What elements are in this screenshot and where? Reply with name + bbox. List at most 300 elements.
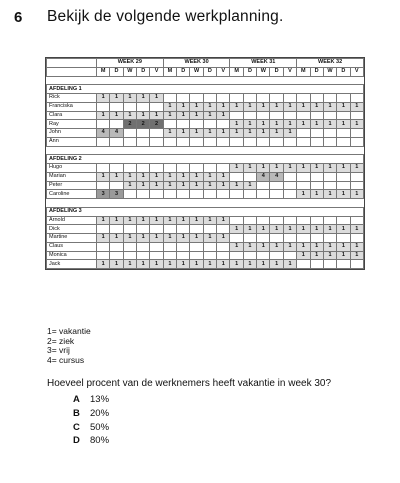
schedule-cell: 1 <box>297 102 310 111</box>
schedule-cell: 1 <box>110 94 123 103</box>
schedule-cell <box>283 190 296 199</box>
schedule-cell <box>243 137 256 146</box>
schedule-cell: 1 <box>150 94 163 103</box>
spacer-cell <box>47 76 364 85</box>
schedule-cell <box>97 102 110 111</box>
schedule-cell <box>230 172 243 181</box>
schedule-cell <box>110 242 123 251</box>
schedule-cell: 1 <box>123 181 136 190</box>
schedule-cell: 1 <box>323 242 336 251</box>
day-header-row <box>47 67 364 76</box>
spacer-row <box>47 199 364 208</box>
schedule-cell <box>163 225 176 234</box>
schedule-cell: 1 <box>123 234 136 243</box>
schedule-cell <box>337 234 350 243</box>
schedule-cell: 1 <box>203 111 216 120</box>
schedule-cell <box>297 129 310 138</box>
schedule-cell <box>310 137 323 146</box>
schedule-cell: 1 <box>257 164 270 173</box>
schedule-cell: 1 <box>137 260 150 269</box>
employee-row <box>47 137 364 146</box>
schedule-cell <box>283 234 296 243</box>
day-header: D <box>177 67 190 76</box>
answer-text: 13% <box>90 394 110 405</box>
schedule-cell: 1 <box>297 251 310 260</box>
schedule-cell <box>310 260 323 269</box>
schedule-cell <box>163 190 176 199</box>
schedule-cell <box>297 94 310 103</box>
schedule-cell <box>190 190 203 199</box>
schedule-cell: 1 <box>270 120 283 129</box>
schedule-cell: 1 <box>190 111 203 120</box>
schedule-cell: 1 <box>137 94 150 103</box>
legend-item-cursus: 4= cursus <box>47 354 85 365</box>
week-header: WEEK 32 <box>297 59 364 68</box>
schedule-cell: 1 <box>177 234 190 243</box>
schedule-cell <box>203 242 216 251</box>
schedule-cell: 1 <box>257 242 270 251</box>
schedule-cell <box>150 190 163 199</box>
schedule-cell <box>257 137 270 146</box>
schedule-cell <box>323 260 336 269</box>
schedule-cell: 1 <box>230 242 243 251</box>
schedule-cell: 1 <box>243 242 256 251</box>
schedule-cell <box>203 164 216 173</box>
employee-row <box>47 181 364 190</box>
schedule-cell <box>297 234 310 243</box>
schedule-cell <box>150 242 163 251</box>
schedule-cell <box>270 137 283 146</box>
day-header: M <box>97 67 110 76</box>
employee-name: Dick <box>47 225 97 234</box>
schedule-cell <box>323 181 336 190</box>
schedule-cell <box>350 181 363 190</box>
schedule-cell: 1 <box>150 181 163 190</box>
employee-row <box>47 120 364 129</box>
schedule-cell: 1 <box>310 242 323 251</box>
schedule-cell: 4 <box>97 129 110 138</box>
schedule-cell: 1 <box>310 120 323 129</box>
schedule-cell <box>163 164 176 173</box>
schedule-cell: 1 <box>150 216 163 225</box>
schedule-cell: 1 <box>163 260 176 269</box>
employee-row <box>47 172 364 181</box>
schedule-cell <box>323 234 336 243</box>
schedule-cell: 3 <box>110 190 123 199</box>
schedule-cell <box>310 216 323 225</box>
schedule-cell <box>150 225 163 234</box>
schedule-cell: 1 <box>177 260 190 269</box>
schedule-cell: 1 <box>323 225 336 234</box>
schedule-cell: 1 <box>337 164 350 173</box>
schedule-cell <box>150 102 163 111</box>
schedule-cell: 1 <box>177 216 190 225</box>
schedule-cell: 1 <box>270 129 283 138</box>
schedule-cell: 1 <box>323 190 336 199</box>
schedule-cell <box>190 225 203 234</box>
schedule-cell: 1 <box>137 181 150 190</box>
employee-row <box>47 260 364 269</box>
schedule-cell <box>243 234 256 243</box>
corner-cell <box>47 59 97 68</box>
day-header: V <box>283 67 296 76</box>
schedule-cell <box>203 137 216 146</box>
schedule-cell <box>270 234 283 243</box>
schedule-cell <box>283 111 296 120</box>
schedule-cell <box>123 129 136 138</box>
schedule-cell: 1 <box>337 102 350 111</box>
schedule-cell: 1 <box>217 129 230 138</box>
schedule-cell <box>270 216 283 225</box>
day-header: W <box>257 67 270 76</box>
schedule-cell: 1 <box>283 242 296 251</box>
week-header: WEEK 30 <box>163 59 230 68</box>
schedule-cell <box>177 120 190 129</box>
schedule-cell: 1 <box>337 190 350 199</box>
schedule-cell: 1 <box>97 216 110 225</box>
week-header-row <box>47 59 364 68</box>
schedule-cell <box>337 129 350 138</box>
day-header: V <box>350 67 363 76</box>
schedule-cell <box>337 172 350 181</box>
employee-row <box>47 234 364 243</box>
schedule-cell: 1 <box>270 242 283 251</box>
schedule-cell <box>123 164 136 173</box>
schedule-cell: 1 <box>243 120 256 129</box>
schedule-cell <box>297 172 310 181</box>
spacer-cell <box>47 146 364 155</box>
answer-option-c[interactable] <box>73 421 109 435</box>
schedule-cell <box>177 251 190 260</box>
day-header: W <box>190 67 203 76</box>
schedule-cell: 1 <box>283 102 296 111</box>
schedule-cell: 1 <box>123 260 136 269</box>
schedule-cell <box>150 129 163 138</box>
schedule-cell <box>203 190 216 199</box>
schedule-cell <box>310 129 323 138</box>
schedule-cell <box>217 164 230 173</box>
legend <box>47 327 91 365</box>
day-header: D <box>203 67 216 76</box>
schedule-cell <box>243 190 256 199</box>
schedule-cell: 1 <box>310 102 323 111</box>
schedule-cell <box>270 190 283 199</box>
day-header: D <box>310 67 323 76</box>
schedule-cell: 1 <box>230 260 243 269</box>
schedule-cell: 1 <box>190 172 203 181</box>
schedule-cell: 1 <box>97 111 110 120</box>
schedule-cell <box>230 137 243 146</box>
schedule-cell: 1 <box>110 172 123 181</box>
schedule-cell: 4 <box>257 172 270 181</box>
schedule-cell <box>217 137 230 146</box>
schedule-cell <box>350 129 363 138</box>
employee-name: Jack <box>47 260 97 269</box>
schedule-cell: 1 <box>177 129 190 138</box>
schedule-cell <box>283 216 296 225</box>
schedule-cell <box>177 242 190 251</box>
schedule-cell: 1 <box>257 260 270 269</box>
schedule-cell: 1 <box>217 102 230 111</box>
schedule-cell: 1 <box>337 225 350 234</box>
schedule-cell <box>177 94 190 103</box>
schedule-cell <box>110 137 123 146</box>
schedule-cell <box>150 251 163 260</box>
schedule-cell <box>110 225 123 234</box>
schedule-cell: 1 <box>350 102 363 111</box>
schedule-cell: 1 <box>270 225 283 234</box>
schedule-cell: 1 <box>203 129 216 138</box>
schedule-cell <box>257 216 270 225</box>
schedule-cell: 1 <box>163 234 176 243</box>
department-name: AFDELING 3 <box>47 207 364 216</box>
schedule-cell: 1 <box>190 234 203 243</box>
schedule-cell: 1 <box>203 260 216 269</box>
schedule-cell: 1 <box>283 120 296 129</box>
day-header: D <box>243 67 256 76</box>
legend-item-ziek: 2= ziek <box>47 335 75 346</box>
schedule-cell: 1 <box>297 242 310 251</box>
schedule-cell: 1 <box>163 102 176 111</box>
schedule-cell: 1 <box>110 234 123 243</box>
schedule-cell: 2 <box>150 120 163 129</box>
schedule-cell <box>137 102 150 111</box>
day-header: W <box>323 67 336 76</box>
schedule-cell: 1 <box>243 129 256 138</box>
legend-item-vrij: 3= vrij <box>47 345 70 356</box>
schedule-cell: 1 <box>150 234 163 243</box>
schedule-cell <box>337 94 350 103</box>
week-header: WEEK 31 <box>230 59 297 68</box>
day-header: W <box>123 67 136 76</box>
schedule-cell: 1 <box>123 94 136 103</box>
schedule-cell <box>230 216 243 225</box>
schedule-cell <box>217 225 230 234</box>
employee-row <box>47 102 364 111</box>
employee-name: Monica <box>47 251 97 260</box>
schedule-cell <box>283 94 296 103</box>
schedule-cell <box>297 260 310 269</box>
schedule-cell: 1 <box>137 234 150 243</box>
schedule-cell: 1 <box>350 190 363 199</box>
schedule-cell: 1 <box>163 172 176 181</box>
schedule-cell: 1 <box>337 120 350 129</box>
schedule-cell: 1 <box>243 260 256 269</box>
answer-option-b[interactable] <box>73 407 109 421</box>
schedule-cell: 1 <box>323 164 336 173</box>
schedule-cell: 1 <box>283 260 296 269</box>
schedule-cell <box>137 251 150 260</box>
employee-row <box>47 129 364 138</box>
schedule-cell: 1 <box>257 102 270 111</box>
answer-letter: A <box>73 394 80 405</box>
schedule-cell <box>310 94 323 103</box>
schedule-cell <box>323 137 336 146</box>
schedule-cell <box>297 181 310 190</box>
answer-text: 80% <box>90 435 110 447</box>
schedule-cell <box>243 111 256 120</box>
schedule-cell <box>97 164 110 173</box>
schedule-cell: 1 <box>110 216 123 225</box>
schedule-cell <box>243 216 256 225</box>
schedule-cell <box>350 94 363 103</box>
schedule-cell: 1 <box>257 225 270 234</box>
schedule-cell <box>230 234 243 243</box>
schedule-cell: 1 <box>270 260 283 269</box>
schedule-cell: 1 <box>243 225 256 234</box>
schedule-cell: 1 <box>217 111 230 120</box>
employee-name: Ray <box>47 120 97 129</box>
schedule-cell: 1 <box>350 120 363 129</box>
schedule-cell: 1 <box>243 181 256 190</box>
schedule-cell: 1 <box>123 111 136 120</box>
schedule-cell <box>190 94 203 103</box>
schedule-cell: 1 <box>137 216 150 225</box>
legend-item-vakantie: 1= vakantie <box>47 326 91 336</box>
day-header: M <box>230 67 243 76</box>
spacer-cell <box>47 199 364 208</box>
schedule-cell <box>323 129 336 138</box>
schedule-cell <box>190 137 203 146</box>
schedule-cell: 1 <box>297 164 310 173</box>
schedule-cell: 3 <box>97 190 110 199</box>
day-header: V <box>150 67 163 76</box>
schedule-cell <box>203 251 216 260</box>
schedule-cell: 1 <box>283 164 296 173</box>
employee-row <box>47 111 364 120</box>
schedule-cell <box>283 251 296 260</box>
day-header: M <box>163 67 176 76</box>
schedule-cell <box>217 242 230 251</box>
schedule-cell: 1 <box>283 225 296 234</box>
schedule-cell <box>257 94 270 103</box>
schedule-cell <box>203 225 216 234</box>
schedule-cell <box>230 190 243 199</box>
schedule-cell: 1 <box>163 216 176 225</box>
schedule-cell <box>217 251 230 260</box>
day-header: D <box>270 67 283 76</box>
schedule-cell <box>163 94 176 103</box>
schedule-cell: 4 <box>110 129 123 138</box>
schedule-cell <box>177 137 190 146</box>
schedule-cell <box>230 251 243 260</box>
schedule-cell: 1 <box>203 102 216 111</box>
schedule-cell <box>190 120 203 129</box>
answer-text: 20% <box>90 407 110 419</box>
schedule-cell: 1 <box>150 111 163 120</box>
schedule-cell <box>203 94 216 103</box>
schedule-cell <box>350 111 363 120</box>
schedule-cell: 1 <box>310 190 323 199</box>
schedule-cell <box>190 242 203 251</box>
schedule-cell <box>337 111 350 120</box>
schedule-cell: 1 <box>217 172 230 181</box>
schedule-cell <box>350 172 363 181</box>
schedule-cell: 1 <box>190 181 203 190</box>
schedule-cell: 1 <box>243 102 256 111</box>
schedule-cell <box>257 234 270 243</box>
answer-text: 50% <box>90 421 110 433</box>
schedule-cell: 1 <box>270 102 283 111</box>
schedule-cell <box>323 172 336 181</box>
employee-name: Rick <box>47 94 97 103</box>
schedule-cell <box>243 172 256 181</box>
schedule-cell <box>190 164 203 173</box>
department-name: AFDELING 2 <box>47 155 364 164</box>
schedule-cell <box>150 137 163 146</box>
day-header: D <box>137 67 150 76</box>
schedule-cell: 1 <box>123 216 136 225</box>
schedule-cell <box>217 190 230 199</box>
schedule-cell: 1 <box>137 111 150 120</box>
schedule-cell <box>110 164 123 173</box>
schedule-cell <box>123 225 136 234</box>
employee-row <box>47 190 364 199</box>
schedule-cell: 1 <box>137 172 150 181</box>
schedule-cell: 1 <box>177 102 190 111</box>
schedule-cell: 1 <box>337 251 350 260</box>
schedule-cell: 1 <box>123 172 136 181</box>
schedule-cell <box>123 251 136 260</box>
schedule-cell <box>163 120 176 129</box>
schedule-cell: 1 <box>230 225 243 234</box>
schedule-cell <box>310 172 323 181</box>
schedule-cell: 1 <box>203 172 216 181</box>
schedule-cell: 1 <box>323 102 336 111</box>
schedule-cell <box>163 251 176 260</box>
schedule-cell <box>137 137 150 146</box>
schedule-cell <box>350 234 363 243</box>
employee-row <box>47 251 364 260</box>
week-header: WEEK 29 <box>97 59 164 68</box>
schedule-cell: 1 <box>297 190 310 199</box>
employee-name: Ann <box>47 137 97 146</box>
schedule-cell: 1 <box>217 234 230 243</box>
schedule-cell: 1 <box>230 120 243 129</box>
schedule-cell <box>97 181 110 190</box>
employee-name: Arnold <box>47 216 97 225</box>
employee-name: Claus <box>47 242 97 251</box>
employee-name: Peter <box>47 181 97 190</box>
schedule-cell <box>257 181 270 190</box>
schedule-cell <box>97 225 110 234</box>
employee-name: Caroline <box>47 190 97 199</box>
schedule-cell <box>203 120 216 129</box>
answer-option-d[interactable] <box>73 434 109 448</box>
schedule-cell: 1 <box>110 260 123 269</box>
schedule-cell: 1 <box>150 260 163 269</box>
schedule-cell <box>243 94 256 103</box>
schedule-cell: 1 <box>203 234 216 243</box>
schedule-cell <box>297 137 310 146</box>
schedule-cell: 1 <box>190 216 203 225</box>
schedule-cell: 1 <box>190 129 203 138</box>
day-header: M <box>297 67 310 76</box>
schedule-cell: 1 <box>163 111 176 120</box>
schedule-cell: 1 <box>190 102 203 111</box>
schedule-cell <box>310 234 323 243</box>
answer-option-a[interactable] <box>73 393 109 407</box>
schedule-cell <box>297 111 310 120</box>
department-name: AFDELING 1 <box>47 85 364 94</box>
schedule-cell <box>323 111 336 120</box>
employee-row <box>47 164 364 173</box>
employee-name: Clara <box>47 111 97 120</box>
schedule-cell: 2 <box>137 120 150 129</box>
schedule-cell <box>163 137 176 146</box>
department-header-row <box>47 155 364 164</box>
schedule-cell: 1 <box>270 164 283 173</box>
